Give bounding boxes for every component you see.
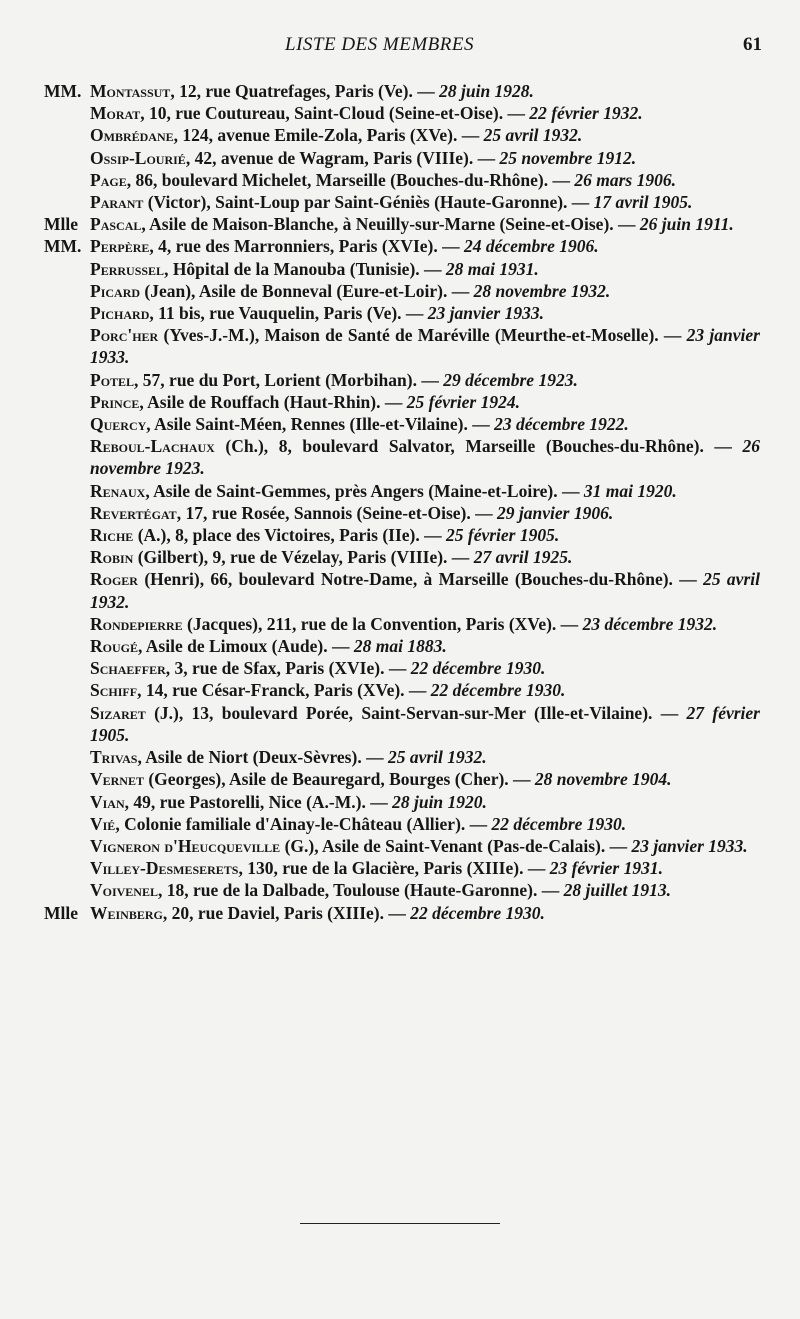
member-address: , Asile de Saint-Gemmes, près Angers (Maine-et-Loire). — [145,480,584,501]
admission-date: 28 mai 1883. [353,636,447,657]
member-name: Porc'her [90,325,159,346]
member-name: Pichard [90,303,150,324]
member-address: , Asile de Limoux (Aude). — [137,636,354,657]
member-name: Riche [90,525,134,546]
member-name: Rougé [90,636,138,657]
admission-date: 28 juin 1920. [392,791,487,812]
member-address: (Jean), Asile de Bonneval (Eure-et-Loir). — [140,280,474,301]
member-address: , Asile de Rouffach (Haut-Rhin). — [139,391,407,412]
admission-date: 25 février 1905. [446,525,560,546]
member-name: Prince [90,391,140,412]
admission-date: 23 janvier 1933. [427,303,544,324]
member-entry [0,657,800,679]
member-address: , 42, avenue de Wagram, Paris (VIIIe). — [185,147,500,168]
entry-prefix: MM. [44,236,82,257]
member-address: (J.), 13, boulevard Porée, Saint-Servan-sur-Mer (Ille-et-Vilaine). — [145,702,687,723]
member-address: (Yves-J.-M.), Maison de Santé de Maréville (Meurthe-et-Moselle). — [158,325,687,346]
admission-date: 25 avril 1932. [483,125,583,146]
member-entry [0,213,800,235]
admission-date: 22 décembre 1930. [430,680,566,701]
member-entry [0,480,800,502]
member-address: (Georges), Asile de Beauregard, Bourges (Cher). — [143,769,535,790]
entry-prefix: MM. [44,81,82,101]
member-address: (A.), 8, place des Victoires, Paris (IIe). — [133,525,446,546]
member-name: Morat [90,103,141,124]
member-name: Ombrédane [90,125,174,146]
member-entry [0,258,800,280]
member-name: Weinberg [90,902,163,923]
member-address: , 14, rue César-Franck, Paris (XVe). — [137,680,431,701]
member-name: Parant [90,192,144,213]
member-entry [0,613,800,635]
member-name: Rondepierre [90,613,183,634]
member-entry [0,546,800,568]
member-entry [0,813,800,835]
member-name: Voivenel [90,880,158,901]
member-name: Schaeffer [90,658,166,679]
admission-date: 22 décembre 1930. [410,902,545,923]
member-entry [0,746,800,768]
member-address: , 3, rue de Sfax, Paris (XVIe). — [165,658,411,679]
member-name: Robin [90,547,134,568]
admission-date: 31 mai 1920. [583,480,677,501]
admission-date: 28 juin 1928. [439,81,534,101]
member-address: , 17, rue Rosée, Sannois (Seine-et-Oise). — [176,502,498,523]
admission-date: 28 novembre 1904. [534,769,672,790]
member-list [0,80,800,924]
member-name: Page [90,169,127,190]
member-entry [0,857,800,879]
member-address: , 20, rue Daviel, Paris (XIIIe). — [162,902,411,923]
member-address: , 4, rue des Marronniers, Paris (XVIe). — [149,236,464,257]
member-entry [0,435,800,479]
member-name: Vigneron d'Heucqueville [90,835,281,856]
member-address: (Victor), Saint-Loup par Saint-Géniès (Haute-Garonne). — [143,192,594,213]
member-entry [0,502,800,524]
admission-date: 17 avril 1905. [593,192,693,213]
entry-prefix: Mlle [44,902,79,923]
member-name: Vernet [90,769,144,790]
member-address: (Jacques), 211, rue de la Convention, Paris (XVe). — [182,613,583,634]
member-name: Montassut [90,81,171,101]
member-entry [0,835,800,857]
member-address: , Asile de Maison-Blanche, à Neuilly-sur-Marne (Seine-et-Oise). — [141,214,640,235]
member-name: Schiff [90,680,138,701]
admission-date: 25 novembre 1912. [499,147,637,168]
member-entry [0,768,800,790]
member-name: Potel [90,369,135,390]
member-entry [0,391,800,413]
member-name: Vian [90,791,125,812]
admission-date: 23 décembre 1922. [494,414,629,435]
member-entry [0,235,800,257]
member-entry [0,702,800,746]
member-entry [0,80,800,102]
admission-date: 25 avril 1932. [387,747,487,768]
admission-date: 22 décembre 1930. [410,658,546,679]
member-address: , 12, rue Quatrefages, Paris (Ve). — [170,81,440,101]
page-number: 61 [743,34,762,55]
admission-date: 29 janvier 1906. [497,502,614,523]
admission-date: 28 novembre 1932. [473,280,611,301]
member-name: Quercy [90,414,147,435]
admission-date: 23 décembre 1932. [582,613,718,634]
member-entry [0,280,800,302]
member-entry [0,679,800,701]
member-address: , 86, boulevard Michelet, Marseille (Bouches-du-Rhône). — [126,169,575,190]
member-address: (Henri), 66, boulevard Notre-Dame, à Marseille (Bouches-du-Rhône). — [137,569,704,590]
member-name: Roger [90,569,138,590]
member-name: Renaux [90,480,146,501]
member-entry [0,102,800,124]
member-name: Perpère [90,236,150,257]
member-entry [0,369,800,391]
admission-date: 26 juin 1911. [639,214,734,235]
member-entry [0,413,800,435]
member-address: , 124, avenue Emile-Zola, Paris (XVe). — [173,125,484,146]
member-address: (Ch.), 8, boulevard Salvator, Marseille (Bouches-du-Rhône). — [214,436,743,457]
admission-date: 24 décembre 1906. [464,236,599,257]
running-title: LISTE DES MEMBRES [285,34,474,55]
member-name: Picard [90,280,141,301]
admission-date: 29 décembre 1923. [443,369,578,390]
member-name: Reboul-Lachaux [90,436,215,457]
admission-date: 27 avril 1925. [473,547,573,568]
admission-date: 27 février 1905. [90,702,760,745]
member-entry [0,324,800,368]
member-address: , Colonie familiale d'Ainay-le-Château (Allier). — [115,813,492,834]
member-address: , Hôpital de la Manouba (Tunisie). — [164,258,446,279]
member-name: Trivas [90,747,138,768]
member-entry [0,902,800,924]
admission-date: 25 avril 1932. [90,569,760,612]
member-entry [0,568,800,612]
member-address: , Asile Saint-Méen, Rennes (Ille-et-Vilaine). — [146,414,495,435]
admission-date: 23 janvier 1933. [90,325,760,368]
member-address: (Gilbert), 9, rue de Vézelay, Paris (VIIIe). — [133,547,474,568]
entry-prefix: Mlle [44,214,79,235]
member-entry [0,124,800,146]
member-address: (G.), Asile de Saint-Venant (Pas-de-Calais). — [280,835,632,856]
member-entry [0,879,800,901]
admission-date: 23 février 1931. [549,858,663,879]
admission-date: 23 janvier 1933. [631,835,748,856]
member-entry [0,791,800,813]
admission-date: 28 juillet 1913. [563,880,672,901]
member-entry [0,302,800,324]
page-header [0,34,800,58]
member-address: , 130, rue de la Glacière, Paris (XIIIe). — [238,858,550,879]
member-name: Sizaret [90,702,146,723]
member-name: Villey-Desmeserets [90,858,239,879]
member-entry [0,524,800,546]
member-entry [0,169,800,191]
member-address: , 57, rue du Port, Lorient (Morbihan). — [134,369,444,390]
admission-date: 22 février 1932. [529,103,643,124]
closing-rule [300,1223,500,1224]
member-address: , 18, rue de la Dalbade, Toulouse (Haute-Garonne). — [158,880,564,901]
member-entry [0,147,800,169]
admission-date: 26 novembre 1923. [90,436,760,479]
admission-date: 26 mars 1906. [574,169,676,190]
member-address: , 49, rue Pastorelli, Nice (A.-M.). — [124,791,393,812]
member-name: Ossip-Lourié [90,147,186,168]
admission-date: 22 décembre 1930. [491,813,627,834]
member-name: Vié [90,813,116,834]
member-address: , 11 bis, rue Vauquelin, Paris (Ve). — [149,303,428,324]
member-entry [0,191,800,213]
admission-date: 28 mai 1931. [445,258,539,279]
member-address: , 10, rue Coutureau, Saint-Cloud (Seine-et-Oise). — [140,103,530,124]
member-name: Pascal [90,214,142,235]
member-name: Perrussel [90,258,165,279]
member-name: Revertégat [90,502,177,523]
member-address: , Asile de Niort (Deux-Sèvres). — [137,747,388,768]
member-entry [0,635,800,657]
admission-date: 25 février 1924. [406,391,520,412]
